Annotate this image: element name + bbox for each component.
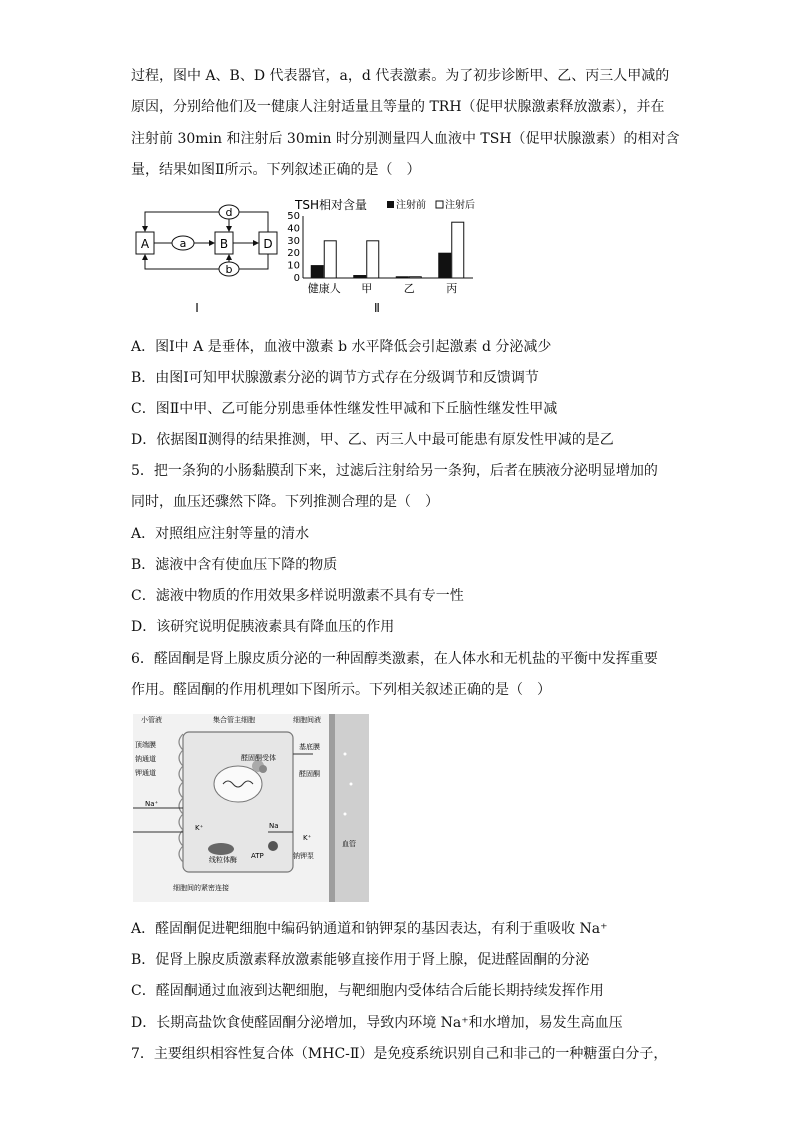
y-tick-label: 0 bbox=[293, 273, 300, 284]
q6-stem-2: 作用。醛固酮的作用机理如下图所示。下列相关叙述正确的是（ ） bbox=[131, 682, 551, 698]
q5-stem-2: 同时，血压还骤然下降。下列推测合理的是（ ） bbox=[131, 494, 439, 510]
legend-label-after: 注射后 bbox=[445, 200, 475, 211]
legend-swatch-after bbox=[436, 201, 443, 208]
chart-2 bbox=[287, 197, 475, 315]
label-tubule-fluid: 小管液 bbox=[141, 716, 162, 724]
bar-after bbox=[452, 222, 464, 278]
q6-stem-1: 6．醛固酮是肾上腺皮质分泌的一种固醇类激素，在人体水和无机盐的平衡中发挥重要 bbox=[131, 651, 658, 667]
bar-after bbox=[324, 241, 336, 278]
label-blood-vessel: 血管 bbox=[342, 840, 356, 848]
label-basement-membrane: 基底膜 bbox=[299, 743, 320, 751]
q4-option-d[interactable]: D．依据图Ⅱ测得的结果推测，甲、乙、丙三人中最可能患有原发性甲减的是乙 bbox=[131, 432, 614, 448]
q7-stem: 7．主要组织相容性复合体（MHC-Ⅱ）是免疫系统识别自己和非己的一种糖蛋白分子， bbox=[131, 1046, 668, 1062]
bar-before bbox=[396, 277, 408, 278]
arrow-D-to-d bbox=[239, 212, 268, 232]
aldosterone-figure bbox=[133, 714, 369, 902]
vessel-dot bbox=[344, 813, 347, 816]
figure-1-and-2 bbox=[133, 196, 493, 318]
label-pump: 钠钾泵 bbox=[293, 852, 314, 860]
category-label: 甲 bbox=[361, 282, 373, 295]
nucleus bbox=[214, 766, 262, 802]
label-atp: ATP bbox=[251, 852, 264, 860]
arrow-b-to-A bbox=[145, 255, 219, 269]
y-tick-label: 40 bbox=[287, 223, 300, 235]
bar-after bbox=[367, 241, 379, 278]
category-label: 乙 bbox=[403, 282, 415, 295]
label-aldosterone: 醛固酮 bbox=[299, 770, 320, 778]
y-tick-label: 30 bbox=[287, 235, 300, 247]
q5-option-a[interactable]: A．对照组应注射等量的清水 bbox=[131, 526, 310, 542]
label-A: A bbox=[140, 237, 150, 251]
q4-option-c[interactable]: C．图Ⅱ中甲、乙可能分别患垂体性继发性甲减和下丘脑性继发性甲减 bbox=[131, 401, 558, 417]
chart-title: TSH相对含量 bbox=[295, 198, 367, 212]
label-d: d bbox=[225, 206, 233, 219]
category-label: 丙 bbox=[446, 282, 458, 295]
q6-option-d[interactable]: D．长期高盐饮食使醛固酮分泌增加，导致内环境 Na⁺和水增加，易发生高血压 bbox=[131, 1015, 623, 1031]
vessel-wall bbox=[329, 714, 335, 902]
intro-line-3: 注射前 30min 和注射后 30min 时分别测量四人血液中 TSH（促甲状腺激素）的相对含 bbox=[131, 131, 680, 147]
label-na-ion: Na⁺ bbox=[145, 800, 159, 808]
intro-line-1: 过程，图中 A、B、D 代表器官，a，d 代表激素。为了初步诊断甲、乙、丙三人甲减的 bbox=[131, 68, 670, 84]
diagram-1 bbox=[136, 205, 277, 315]
label-D: D bbox=[263, 237, 273, 251]
arrow-D-to-b bbox=[239, 254, 268, 269]
label-receptor: 醛固酮受体 bbox=[241, 754, 276, 762]
bar-before bbox=[311, 266, 323, 278]
label-principal-cell: 集合管主细胞 bbox=[213, 716, 255, 724]
legend-swatch-before bbox=[387, 201, 394, 208]
q5-option-b[interactable]: B．滤液中含有使血压下降的物质 bbox=[131, 557, 338, 573]
mitochondrion bbox=[208, 843, 234, 855]
label-B: B bbox=[219, 237, 229, 251]
label-na2: Na bbox=[269, 822, 279, 830]
q4-option-a[interactable]: A．图Ⅰ中 A 是垂体，血液中激素 b 水平降低会引起激素 d 分泌减少 bbox=[131, 339, 552, 355]
y-tick-label: 50 bbox=[287, 211, 300, 222]
q5-option-c[interactable]: C．滤液中物质的作用效果多样说明激素不具有专一性 bbox=[131, 588, 464, 604]
label-k-ion: K⁺ bbox=[195, 824, 204, 832]
label-apical-membrane: 顶端膜 bbox=[135, 741, 156, 749]
bar-before bbox=[354, 276, 366, 278]
y-tick-label: 20 bbox=[287, 248, 300, 260]
label-b: b bbox=[225, 263, 233, 276]
arrow-d-to-A bbox=[145, 212, 219, 231]
caption-2: Ⅱ bbox=[374, 301, 380, 315]
caption-1: Ⅰ bbox=[195, 301, 199, 315]
na-k-pump bbox=[268, 841, 278, 851]
label-a: a bbox=[179, 237, 187, 250]
q5-stem-1: 5．把一条狗的小肠黏膜刮下来，过滤后注射给另一条狗，后者在胰液分泌明显增加的 bbox=[131, 463, 658, 479]
bar-before bbox=[439, 253, 451, 278]
vessel-dot bbox=[350, 783, 353, 786]
y-tick-label: 10 bbox=[287, 260, 300, 272]
q4-option-b[interactable]: B．由图Ⅰ可知甲状腺激素分泌的调节方式存在分级调节和反馈调节 bbox=[131, 370, 539, 386]
vessel-dot bbox=[344, 753, 347, 756]
label-mito-enzyme: 线粒体酶 bbox=[209, 856, 237, 864]
label-tight-junction: 细胞间的紧密连接 bbox=[173, 884, 229, 892]
q6-option-c[interactable]: C．醛固酮通过血液到达靶细胞，与靶细胞内受体结合后能长期持续发挥作用 bbox=[131, 983, 604, 999]
label-interstitial: 细胞间液 bbox=[293, 716, 321, 724]
q6-option-a[interactable]: A．醛固酮促进靶细胞中编码钠通道和钠钾泵的基因表达，有利于重吸收 Na⁺ bbox=[131, 921, 608, 937]
label-k2: K⁺ bbox=[303, 834, 312, 842]
intro-line-4: 量，结果如图Ⅱ所示。下列叙述正确的是（ ） bbox=[131, 162, 421, 178]
label-na-channel: 钠通道 bbox=[135, 755, 156, 763]
q5-option-d[interactable]: D．该研究说明促胰液素具有降血压的作用 bbox=[131, 619, 395, 635]
intro-line-2: 原因，分别给他们及一健康人注射适量且等量的 TRH（促甲状腺激素释放激素），并在 bbox=[131, 99, 665, 115]
label-k-channel: 钾通道 bbox=[135, 769, 156, 777]
receptor-dot bbox=[259, 765, 267, 773]
legend-label-before: 注射前 bbox=[396, 200, 426, 211]
bar-after bbox=[409, 277, 421, 278]
category-label: 健康人 bbox=[307, 282, 341, 295]
q6-option-b[interactable]: B．促肾上腺皮质激素释放激素能够直接作用于肾上腺，促进醛固酮的分泌 bbox=[131, 952, 590, 968]
